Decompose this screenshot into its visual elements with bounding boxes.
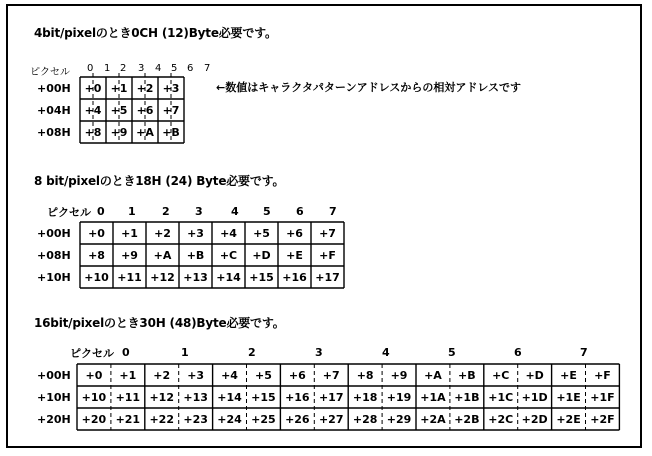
pixel-number: 5 — [263, 205, 271, 218]
pixel-number: 6 — [296, 205, 304, 218]
byte-offset-cell: +12 — [150, 271, 175, 284]
byte-offset-cell: +1E — [556, 391, 581, 404]
byte-offset-cell: +18 — [352, 391, 378, 404]
byte-offset-cell: +4 — [221, 369, 238, 382]
byte-offset-cell: +17 — [318, 391, 344, 404]
byte-offset-cell: +10 — [84, 271, 109, 284]
byte-offset-cell: +9 — [110, 126, 128, 139]
byte-offset-cell: +0 — [88, 227, 105, 240]
byte-offset-cell: +2A — [420, 413, 446, 426]
pixel-label: ピクセル — [47, 206, 91, 219]
byte-offset-cell: +6 — [286, 227, 303, 240]
byte-offset-cell: +A — [424, 369, 442, 382]
pixel-number: 2 — [162, 205, 170, 218]
byte-offset-cell: +5 — [253, 227, 270, 240]
pixel-label: ピクセル — [70, 347, 114, 360]
byte-offset-cell: +9 — [390, 369, 408, 382]
byte-offset-cell: +2D — [521, 413, 548, 426]
byte-offset-cell: +1D — [521, 391, 548, 404]
row-address-label: +10H — [37, 391, 71, 404]
pixel-number: 0 — [97, 205, 105, 218]
section-title: 8 bit/pixelのとき18H (24) Byte必要です。 — [34, 174, 285, 188]
byte-offset-cell: +3 — [187, 369, 205, 382]
pixel-number: 4 — [231, 205, 239, 218]
byte-offset-cell: +3 — [187, 227, 204, 240]
byte-offset-cell: +12 — [149, 391, 174, 404]
pixel-number: 1 — [104, 63, 111, 74]
pixel-number: 1 — [128, 205, 136, 218]
pixel-number: 7 — [329, 205, 337, 218]
pixel-label: ピクセル — [30, 67, 70, 78]
byte-offset-cell: +1C — [488, 391, 514, 404]
row-address-label: +20H — [37, 413, 71, 426]
byte-offset-cell: +13 — [183, 271, 208, 284]
pixel-number: 7 — [580, 346, 588, 359]
byte-offset-cell: +17 — [315, 271, 340, 284]
byte-offset-cell: +11 — [117, 271, 142, 284]
byte-offset-cell: +A — [136, 126, 154, 139]
pixel-number: 2 — [120, 63, 127, 74]
byte-offset-cell: +2C — [488, 413, 514, 426]
byte-offset-cell: +24 — [217, 413, 242, 426]
byte-offset-cell: +D — [252, 249, 271, 262]
byte-offset-cell: +7 — [319, 227, 336, 240]
byte-offset-cell: +D — [525, 369, 544, 382]
byte-offset-cell: +16 — [282, 271, 307, 284]
byte-offset-cell: +27 — [318, 413, 344, 426]
byte-offset-cell: +7 — [322, 369, 340, 382]
byte-offset-cell: +25 — [251, 413, 276, 426]
byte-offset-cell: +21 — [115, 413, 141, 426]
byte-offset-cell: +14 — [217, 391, 242, 404]
byte-offset-cell: +22 — [149, 413, 174, 426]
byte-offset-cell: +E — [560, 369, 577, 382]
byte-offset-cell: +8 — [88, 249, 105, 262]
byte-offset-cell: +10 — [81, 391, 107, 404]
pixel-number: 5 — [448, 346, 456, 359]
pixel-number: 6 — [514, 346, 522, 359]
byte-offset-cell: +23 — [183, 413, 208, 426]
byte-offset-cell: +5 — [110, 104, 128, 117]
pixel-number: 3 — [195, 205, 203, 218]
byte-offset-cell: +4 — [220, 227, 237, 240]
byte-offset-cell: +14 — [216, 271, 241, 284]
byte-offset-cell: +2 — [154, 227, 171, 240]
byte-offset-cell: +11 — [115, 391, 141, 404]
byte-offset-cell: +0 — [84, 82, 102, 95]
address-note: ←数値はキャラクタパターンアドレスからの相対アドレスです — [216, 81, 522, 94]
byte-offset-cell: +0 — [85, 369, 103, 382]
pixel-number: 4 — [155, 63, 162, 74]
pixel-number: 3 — [138, 63, 145, 74]
byte-offset-cell: +A — [153, 249, 172, 262]
pixel-number: 1 — [181, 346, 189, 359]
byte-offset-cell: +B — [186, 249, 205, 262]
byte-offset-cell: +2E — [556, 413, 581, 426]
byte-offset-cell: +C — [492, 369, 510, 382]
byte-offset-cell: +26 — [285, 413, 310, 426]
byte-offset-cell: +2F — [590, 413, 615, 426]
pixel-number: 0 — [122, 346, 130, 359]
section-title: 16bit/pixelのとき30H (48)Byte必要です。 — [34, 316, 285, 330]
byte-offset-cell: +1 — [110, 82, 128, 95]
pixel-number: 7 — [204, 63, 211, 74]
pixel-number: 5 — [171, 63, 178, 74]
pixel-number: 3 — [315, 346, 323, 359]
row-address-label: +10H — [37, 271, 71, 284]
pixel-number: 2 — [248, 346, 256, 359]
byte-offset-cell: +F — [319, 249, 336, 262]
byte-offset-cell: +1B — [454, 391, 480, 404]
section-title: 4bit/pixelのとき0CH (12)Byte必要です。 — [34, 26, 277, 40]
byte-offset-cell: +13 — [183, 391, 208, 404]
pixel-number: 6 — [187, 63, 194, 74]
byte-offset-cell: +28 — [352, 413, 378, 426]
row-address-label: +00H — [37, 227, 71, 240]
row-address-label: +08H — [37, 126, 71, 139]
row-address-label: +00H — [37, 369, 71, 382]
byte-offset-cell: +16 — [285, 391, 310, 404]
byte-offset-cell: +15 — [249, 271, 274, 284]
byte-offset-cell: +6 — [136, 104, 154, 117]
byte-offset-cell: +29 — [386, 413, 412, 426]
byte-offset-cell: +F — [594, 369, 611, 382]
pixel-number: 4 — [382, 346, 390, 359]
byte-offset-cell: +1A — [420, 391, 446, 404]
byte-offset-cell: +1 — [119, 369, 137, 382]
byte-offset-cell: +5 — [255, 369, 272, 382]
row-address-label: +04H — [37, 104, 71, 117]
byte-offset-cell: +2B — [454, 413, 480, 426]
byte-offset-cell: +9 — [121, 249, 138, 262]
byte-offset-cell: +8 — [84, 126, 102, 139]
byte-offset-cell: +E — [286, 249, 303, 262]
row-address-label: +00H — [37, 82, 71, 95]
byte-offset-cell: +20 — [81, 413, 107, 426]
pixel-number: 0 — [87, 63, 94, 74]
row-address-label: +08H — [37, 249, 71, 262]
byte-offset-cell: +19 — [386, 391, 412, 404]
byte-offset-cell: +B — [458, 369, 476, 382]
byte-offset-cell: +8 — [356, 369, 374, 382]
byte-offset-cell: +3 — [162, 82, 180, 95]
byte-offset-cell: +1F — [590, 391, 615, 404]
byte-offset-cell: +1 — [121, 227, 138, 240]
byte-offset-cell: +6 — [288, 369, 306, 382]
byte-offset-cell: +2 — [136, 82, 154, 95]
byte-offset-cell: +7 — [162, 104, 180, 117]
byte-offset-cell: +2 — [153, 369, 171, 382]
byte-offset-cell: +15 — [251, 391, 276, 404]
byte-offset-cell: +4 — [84, 104, 102, 117]
byte-offset-cell: +B — [162, 126, 180, 139]
byte-offset-cell: +C — [219, 249, 238, 262]
